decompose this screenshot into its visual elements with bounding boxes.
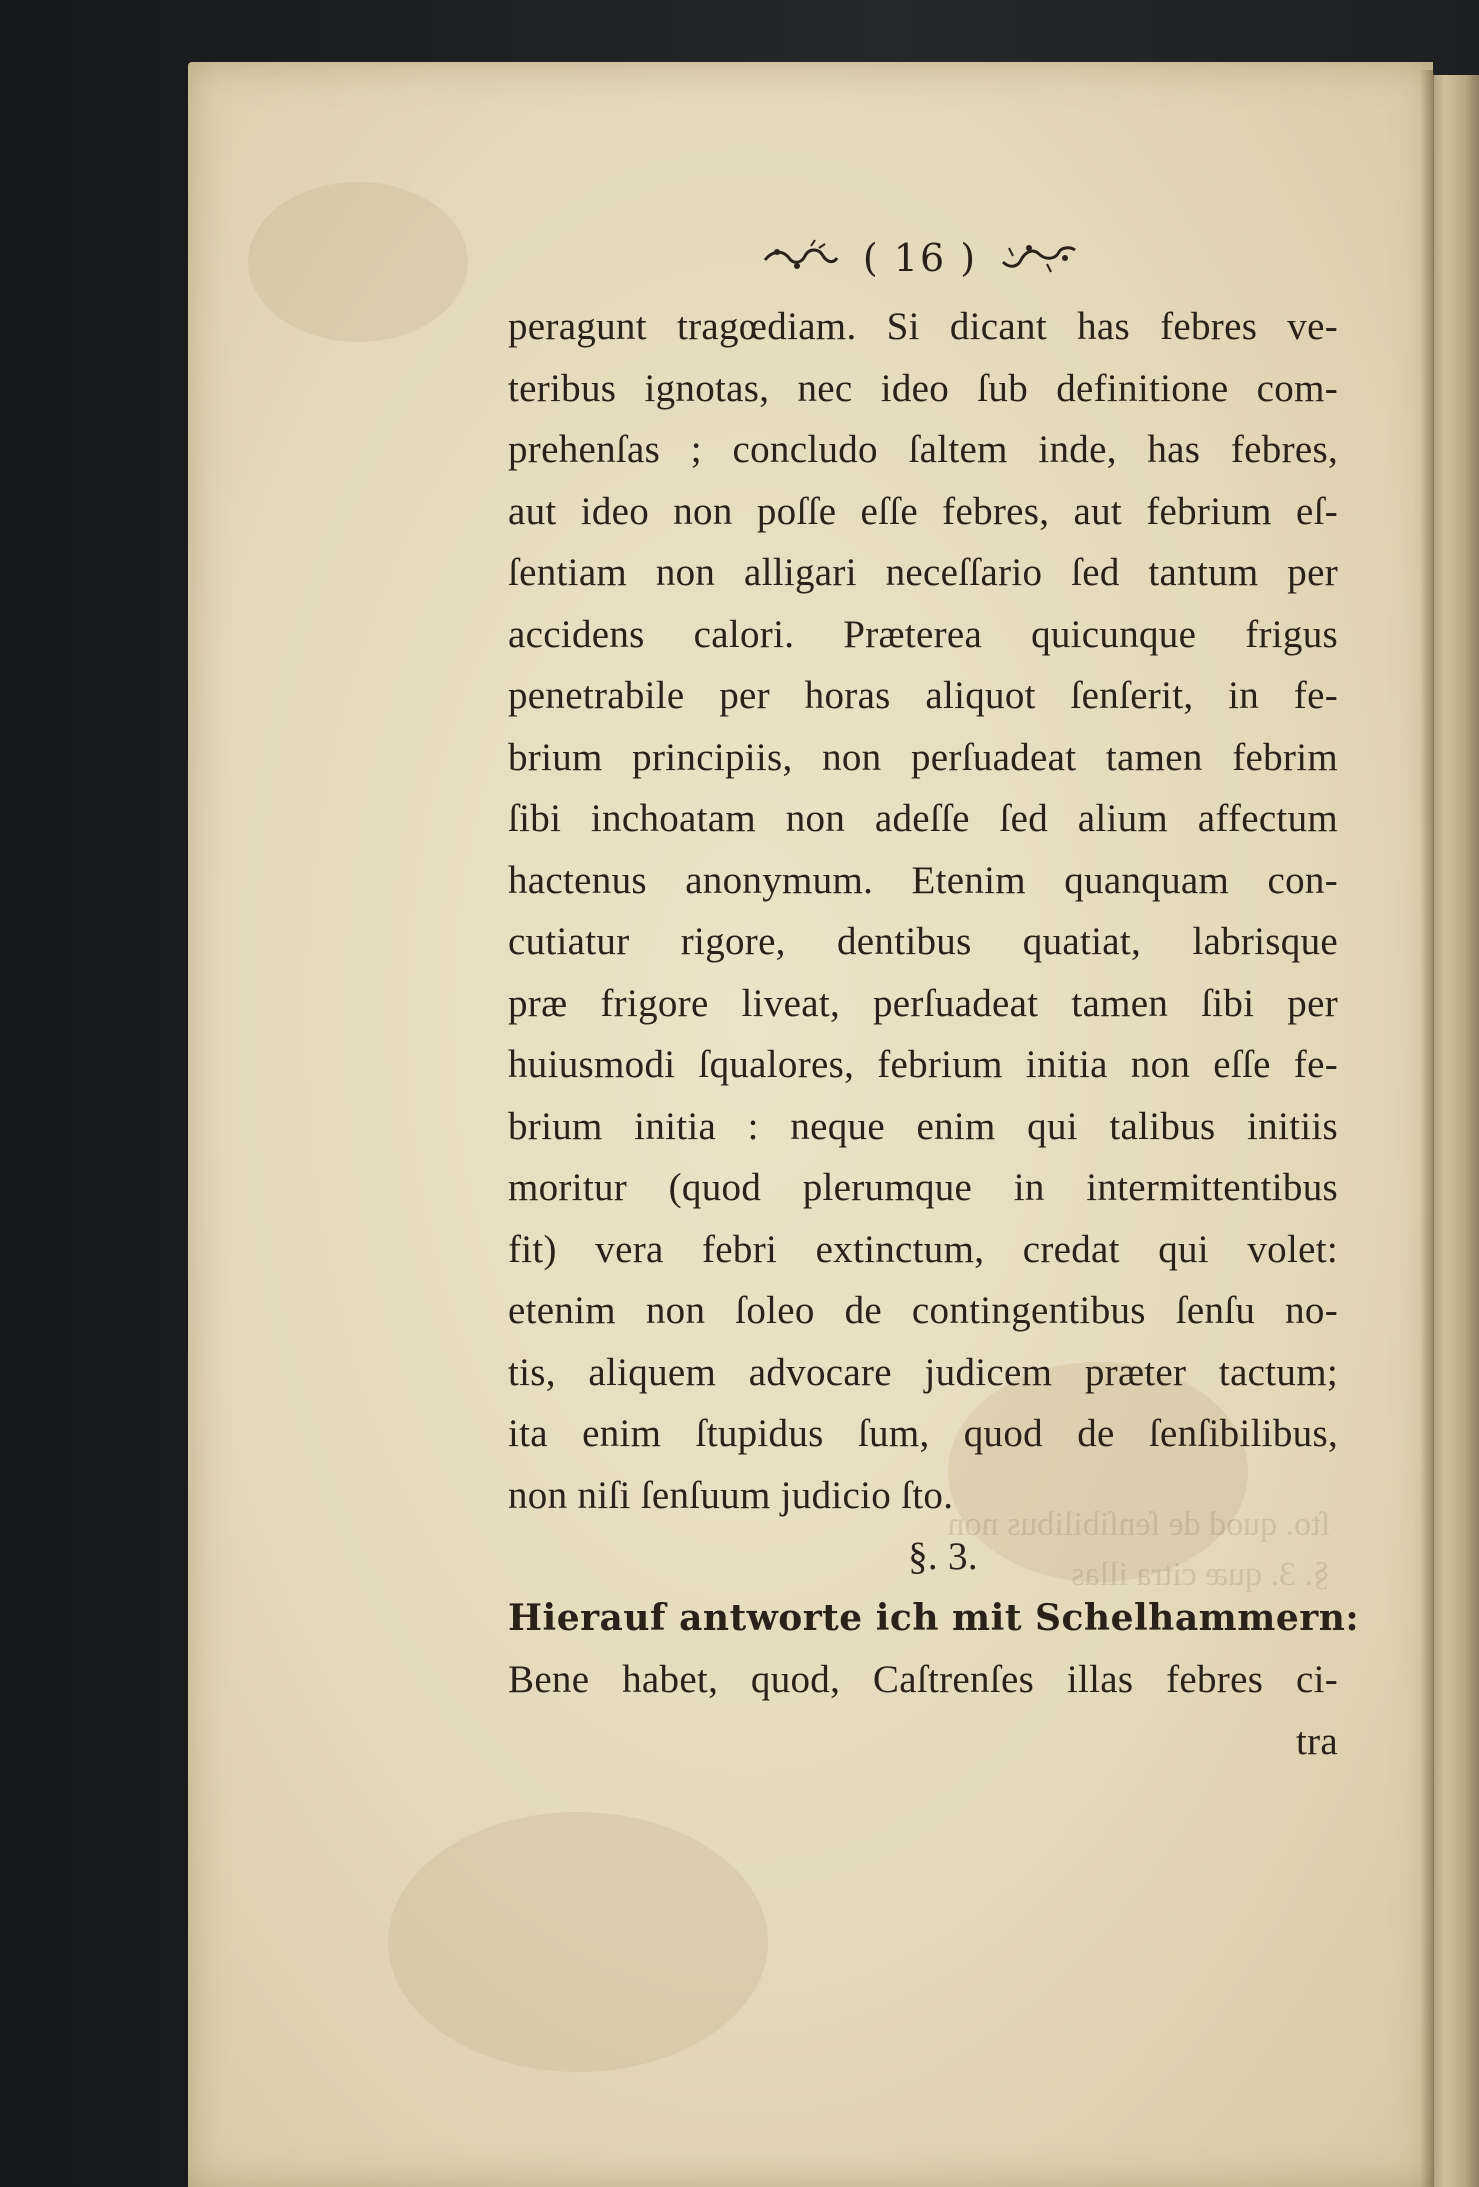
- catchword: tra: [1295, 1719, 1338, 1763]
- text-line: ſentiam non alligari neceſſario ſed tantum per: [508, 551, 1338, 594]
- text-line: aut ideo non poſſe eſſe febres, aut febrium eſ-: [508, 489, 1338, 533]
- text-line: teribus ignotas, nec ideo ſub definitione com-: [508, 366, 1338, 410]
- text-line: peragunt tragœdiam. Si dicant has febres ve-: [508, 305, 1338, 348]
- facing-page-edge: [1430, 75, 1479, 2187]
- section-heading: §. 3.: [908, 1535, 978, 1578]
- fraktur-line: Hierauf antworte ich mit Schelhammern:: [508, 1596, 1360, 1639]
- text-line: brium initia : neque enim qui talibus initiis: [508, 1104, 1338, 1148]
- text-line: non niſi ſenſuum judicio ſto.: [508, 1473, 954, 1517]
- text-line: fit) vera febri extinctum, credat qui volet:: [508, 1227, 1338, 1271]
- paper-stain: [388, 1812, 768, 2072]
- text-line: etenim non ſoleo de contingentibus ſenſu no-: [508, 1289, 1338, 1332]
- text-line: tis, aliquem advocare judicem præter tactum;: [508, 1350, 1338, 1394]
- text-line: hactenus anonymum. Etenim quanquam con-: [508, 858, 1338, 902]
- text-line: huiusmodi ſqualores, febrium initia non eſſe fe-: [508, 1043, 1338, 1086]
- body-text: [508, 296, 1360, 1772]
- text-line: penetrabile per horas aliquot ſenſerit, in fe-: [508, 674, 1338, 717]
- text-line: cutiatur rigore, dentibus quatiat, labrisque: [508, 920, 1338, 963]
- text-line: ſibi inchoatam non adeſſe ſed alium affectum: [508, 797, 1338, 840]
- text-line: Bene habet, quod, Caſtrenſes illas febres ci-: [508, 1658, 1338, 1701]
- gutter-shadow: [1420, 70, 1434, 2187]
- text-line: prehenſas ; concludo ſaltem inde, has febres,: [508, 428, 1338, 471]
- text-line: brium principiis, non perſuadeat tamen febrim: [508, 735, 1338, 779]
- text-line: ita enim ſtupidus ſum, quod de ſenſibilibus,: [508, 1412, 1338, 1455]
- vine-ornament-icon: [999, 238, 1079, 278]
- page-number: ( 16 ): [862, 236, 978, 280]
- page-header: [740, 228, 1100, 288]
- text-line: accidens calori. Præterea quicunque frigus: [508, 612, 1338, 656]
- bleed-through-text: ſto. quod de ſenſibilibus non §. 3. quæ citra illas: [947, 1506, 1330, 1593]
- paper-stain: [248, 182, 468, 342]
- text-line: præ frigore liveat, perſuadeat tamen ſibi per: [508, 981, 1338, 1025]
- vine-ornament-icon: [761, 238, 841, 278]
- text-line: moritur (quod plerumque in intermittentibus: [508, 1166, 1338, 1209]
